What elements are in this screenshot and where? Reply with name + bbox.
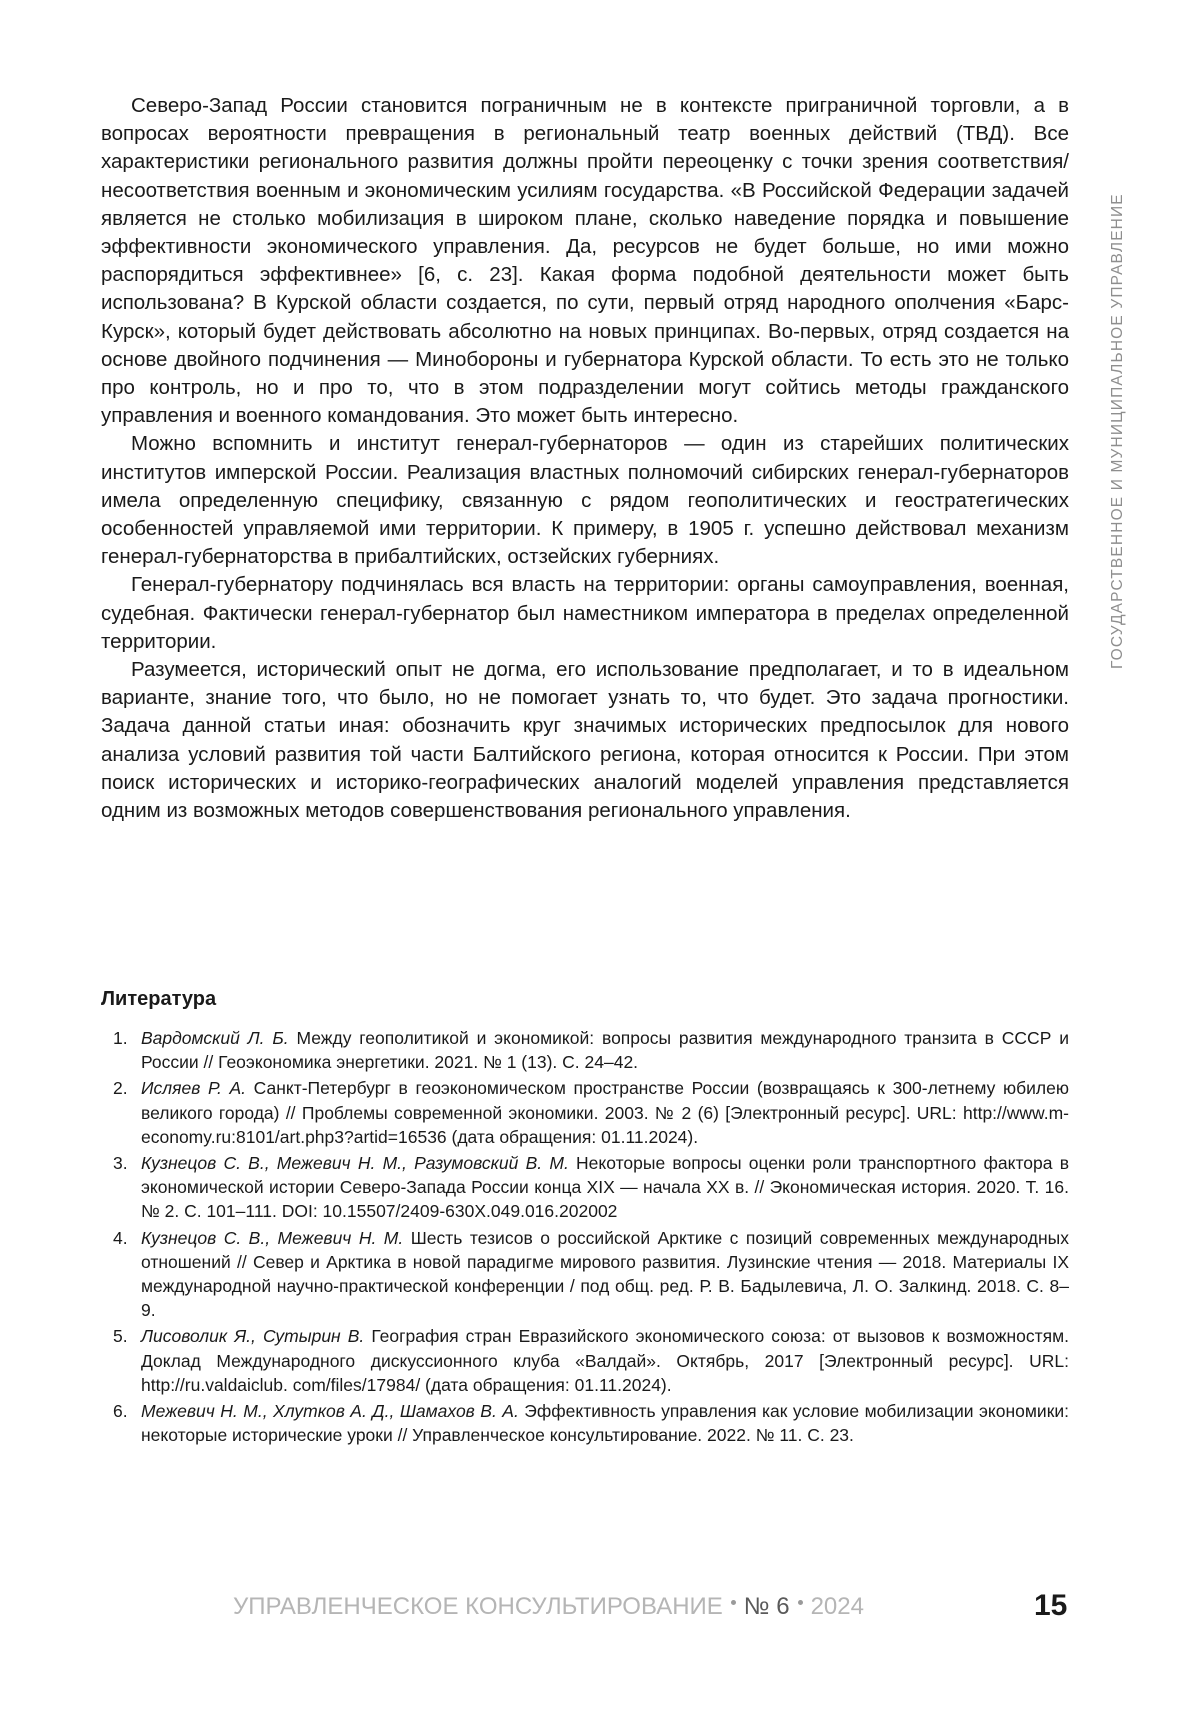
reference-item — [101, 1324, 1069, 1397]
reference-authors: Вардомский Л. Б. — [141, 1028, 289, 1048]
reference-text: Эффективность управления как условие мобилизации экономики: некоторые исторические уроки // Управленческое консультирование. 2022. № 11. С. 23. — [141, 1401, 1069, 1446]
reference-text: Между геополитикой и экономикой: вопросы развития международного транзита в СССР и России // Геоэкономика энергетики. 2021. № 1 (13). С. 24–42. — [141, 1028, 1069, 1073]
separator-dot — [731, 1600, 736, 1605]
reference-authors: Кузнецов С. В., Межевич Н. М. — [141, 1227, 404, 1248]
reference-number: 5. — [113, 1326, 128, 1347]
reference-number: 4. — [113, 1227, 128, 1248]
reference-number: 3. — [113, 1153, 128, 1174]
reference-authors: Исляев Р. А. — [141, 1078, 246, 1099]
reference-item — [101, 1399, 1069, 1447]
body-paragraph: Генерал-губернатору подчинялась вся власть на территории: органы самоуправления, военная, судебная. Фактически генерал-губернатор был наместником императора в пределах определенной территории. — [101, 573, 1069, 653]
reference-number: 1. — [113, 1028, 128, 1048]
journal-name: УПРАВЛЕНЧЕСКОЕ КОНСУЛЬТИРОВАНИЕ — [233, 1593, 723, 1620]
reference-item — [101, 1076, 1069, 1149]
reference-item — [101, 1151, 1069, 1224]
reference-text: Санкт-Петербург в геоэкономическом пространстве России (возвращаясь к 300-летнему юбилею великого города) // Проблемы современной экономики. 2003. № 2 (6) [Электронный ресурс]. URL: http://www.m-economy.ru:8101/art.php3?artid=16536 (дата обращения: 01.11.2024). — [141, 1078, 1069, 1147]
section-sidebar-label: ГОСУДАРСТВЕННОЕ И МУНИЦИПАЛЬНОЕ УПРАВЛЕНИЕ — [1109, 193, 1126, 669]
references-heading: Литература — [101, 988, 217, 1010]
body-paragraph: Разумеется, исторический опыт не догма, его использование предполагает, и то в идеальном варианте, знание того, что было, но не помогает узнать то, что будет. Это задача прогностики. Задача данной статьи иная: обозначить круг значимых исторических предпосылок для нового анализа условий развития той части Балтийского региона, которая относится к России. При этом поиск исторических и историко-географических аналогий моделей управления представляется одним из возможных методов совершенствования регионального управления. — [101, 658, 1069, 823]
body-paragraph: Северо-Запад России становится пограничным не в контексте приграничной торговли, а в вопросах вероятности превращения в региональный театр военных действий (ТВД). Все характеристики регионального развития должны пройти переоценку с точки зрения соответствия/несоответствия военным и экономическим усилиям государства. «В Российской Федерации задачей является не столько мобилизация в широком плане, сколько наведение порядка и повышение эффективности экономического управления. Да, ресурсов не будет больше, но ими можно распорядиться эффективнее» [6, с. 23]. Какая форма подобной деятельности может быть использована? В Курской области создается, по сути, первый отряд народного ополчения «Барс-Курск», который будет действовать абсолютно на новых принципах. Во-первых, отряд создается на основе двойного подчинения — Минобороны и губернатора Курской области. То есть это не только про контроль, но и про то, что в этом подразделении могут сойтись методы гражданского управления и военного командования. Это может быть интересно. — [101, 94, 1069, 428]
reference-text: География стран Евразийского экономического союза: от вызовов к возможностям. Доклад Международного дискуссионного клуба «Валдай». Октябрь, 2017 [Электронный ресурс]. URL: http://ru.valdaiclub. com/files/17984/ (дата обращения: 01.11.2024). — [141, 1326, 1069, 1395]
reference-number: 2. — [113, 1078, 128, 1099]
reference-authors: Лисоволик Я., Сутырин В. — [141, 1326, 365, 1347]
issue-number: № 6 — [743, 1593, 790, 1620]
body-paragraph: Можно вспомнить и институт генерал-губернаторов — один из старейших политических институтов имперской России. Реализация властных полномочий сибирских генерал-губернаторов имела определенную специфику, связанную с рядом геополитических и геостратегических особенностей управляемой ими территории. К примеру, в 1905 г. успешно действовал механизм генерал-губернаторства в прибалтийских, остзейских губерниях. — [101, 432, 1069, 569]
issue-year: 2024 — [810, 1593, 864, 1620]
references-list — [101, 1026, 1069, 1449]
page-number: 15 — [1034, 1589, 1068, 1622]
article-body — [101, 92, 1069, 825]
running-footer — [233, 1589, 864, 1625]
separator-dot — [798, 1600, 803, 1605]
reference-item — [101, 1226, 1069, 1323]
reference-text: Некоторые вопросы оценки роли транспортного фактора в экономической истории Северо-Запада России конца XIX — начала XX в. // Экономическая история. 2020. Т. 16. № 2. С. 101–111. DOI: 10.15507/2409-630X.049.016.202002 — [141, 1153, 1070, 1222]
reference-item — [101, 1026, 1069, 1074]
reference-text: Шесть тезисов о российской Арктике с позиций современных международных отношений // Север и Арктика в новой парадигме мирового развития. Лузинские чтения — 2018. Материалы IX международной научно-практической конференции / под общ. ред. Р. В. Бадылевича, Л. О. Залкинд. 2018. С. 8–9. — [141, 1227, 1069, 1321]
reference-authors: Межевич Н. М., Хлутков А. Д., Шамахов В. А. — [141, 1401, 519, 1422]
reference-number: 6. — [113, 1401, 128, 1422]
reference-authors: Кузнецов С. В., Межевич Н. М., Разумовский В. М. — [141, 1153, 569, 1174]
